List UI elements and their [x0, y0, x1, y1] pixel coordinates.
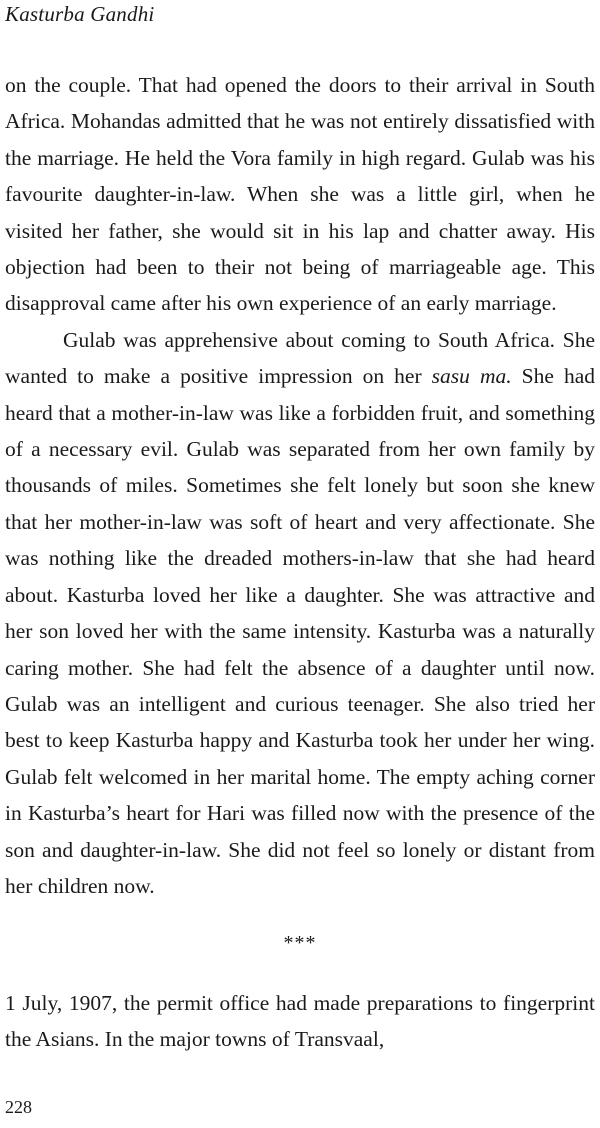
running-head: Kasturba Gandhi [5, 2, 155, 26]
paragraph-text-start: Gulab was apprehensive about coming to South Africa. She wanted to make a positive impression on her [5, 327, 595, 389]
paragraph-gulab [5, 322, 595, 905]
paragraph-continued: on the couple. That had opened the doors to their arrival in South Africa. Mohandas admitted that he was not entirely dissatisfied with the marriage. He held the Vora family in high regard. Gulab was his favourite daughter-in-law. When she was a little girl, when he visited her father, she would sit in his lap and chatter away. His objection had been to their not being of marriageable age. This disapproval came after his own experience of an early marriage. [5, 73, 595, 316]
section-separator: *** [283, 932, 317, 954]
main-text [5, 67, 595, 904]
page-number: 228 [5, 1097, 32, 1117]
paragraph-permit-office: 1 July, 1907, the permit office had made preparations to fingerprint the Asians. In the major towns of Transvaal, [5, 991, 595, 1052]
next-section [5, 985, 595, 1058]
paragraph-text-end: She had heard that a mother-in-law was like a forbidden fruit, and something of a necessary evil. Gulab was separated from her own family by thousands of miles. Sometimes she felt lonely but soon she knew that her mother-in-law was soft of heart and very affectionate. She was nothing like the dreaded mothers-in-law that she had heard about. Kasturba loved her like a daughter. She was attractive and her son loved her with the same intensity. Kasturba was a naturally caring mother. She had felt the absence of a daughter until now. Gulab was an intelligent and curious teenager. She also tried her best to keep Kasturba happy and Kasturba took her under her wing. Gulab felt welcomed in her marital home. The empty aching corner in Kasturba’s heart for Hari was filled now with the presence of the son and daughter-in-law. She did not feel so lonely or distant from her children now. [5, 364, 595, 898]
italic-term: sasu ma. [431, 364, 512, 389]
